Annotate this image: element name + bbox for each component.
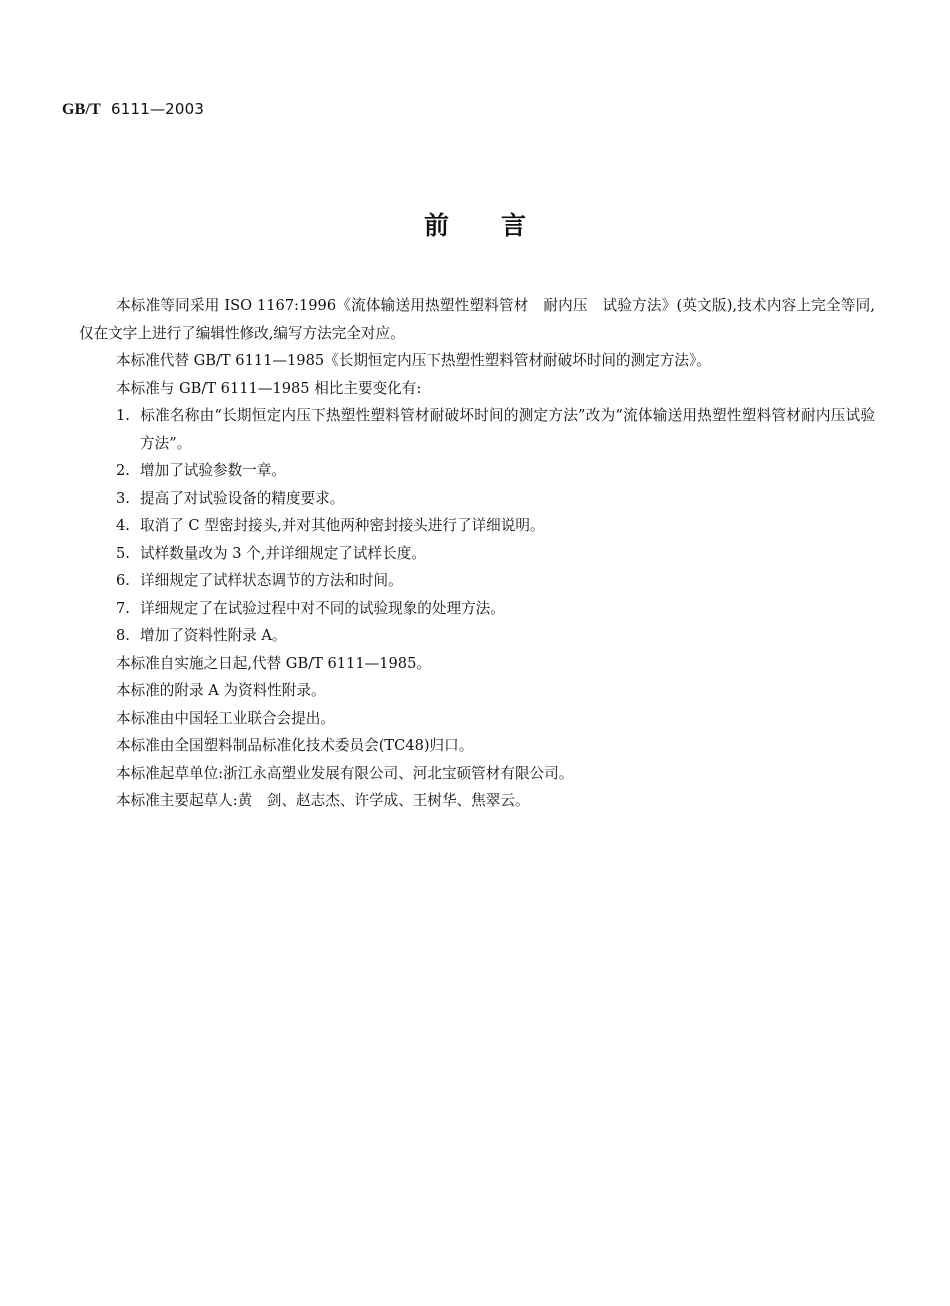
paragraph-drafters: 本标准主要起草人:黄 剑、赵志杰、许学成、王树华、焦翠云。 — [116, 792, 530, 809]
change-item-number: 4. — [116, 517, 130, 534]
paragraph-effective-replacement: 本标准自实施之日起,代替 GB/T 6111—1985。 — [116, 654, 431, 672]
page-title: 前言 — [423, 211, 578, 240]
paragraph-changes-intro: 本标准与 GB/T 6111—1985 相比主要变化有: — [116, 379, 422, 397]
change-item-7 — [79, 595, 875, 623]
change-item-number: 1. — [116, 407, 130, 424]
change-item-number: 8. — [116, 627, 130, 644]
paragraph-drafting-units: 本标准起草单位:浙江永高塑业发展有限公司、河北宝硕管材有限公司。 — [116, 764, 574, 782]
paragraph-annex-note: 本标准的附录 A 为资料性附录。 — [116, 682, 326, 699]
change-item-2 — [79, 457, 875, 485]
change-item-6 — [79, 567, 875, 595]
paragraph-replaces: 本标准代替 GB/T 6111—1985《长期恒定内压下热塑性塑料管材耐破坏时间的测定方法》。 — [116, 352, 711, 369]
change-item-text: 增加了试验参数一章。 — [140, 462, 286, 479]
standard-number: 6111—2003 — [110, 100, 205, 118]
change-item-5 — [79, 540, 875, 568]
change-item-4 — [79, 512, 875, 540]
change-item-text: 详细规定了试样状态调节的方法和时间。 — [140, 572, 403, 589]
change-item-text: 提高了对试验设备的精度要求。 — [140, 489, 345, 507]
change-item-number: 3. — [116, 489, 130, 507]
change-item-number: 5. — [116, 544, 130, 562]
change-item-text: 详细规定了在试验过程中对不同的试验现象的处理方法。 — [140, 599, 505, 617]
change-item-text: 取消了 C 型密封接头,并对其他两种密封接头进行了详细说明。 — [140, 517, 545, 534]
change-item-3 — [79, 485, 875, 513]
standard-code: GB/T — [62, 101, 102, 118]
change-item-number: 2. — [116, 462, 130, 479]
change-item-text: 增加了资料性附录 A。 — [140, 627, 287, 644]
change-item-8 — [79, 622, 875, 650]
standard-number-header — [62, 100, 204, 119]
change-item-text: 标准名称由“长期恒定内压下热塑性塑料管材耐破坏时间的测定方法”改为“流体输送用热塑性塑料管材耐内压试验方法”。 — [140, 407, 875, 452]
change-item-text: 试样数量改为 3 个,并详细规定了试样长度。 — [140, 544, 426, 562]
paragraph-responsible-committee: 本标准由全国塑料制品标准化技术委员会(TC48)归口。 — [116, 737, 474, 754]
change-item-number: 7. — [116, 599, 130, 617]
paragraph-proposed-by: 本标准由中国轻工业联合会提出。 — [116, 709, 335, 727]
change-item-1 — [79, 402, 875, 457]
change-item-number: 6. — [116, 572, 130, 589]
foreword-body — [79, 292, 875, 815]
paragraph-adoption: 本标准等同采用 ISO 1167:1996《流体输送用热塑性塑料管材 耐内压 试验方法》(英文版),技术内容上完全等同,仅在文字上进行了编辑性修改,编写方法完全对应。 — [79, 297, 875, 342]
